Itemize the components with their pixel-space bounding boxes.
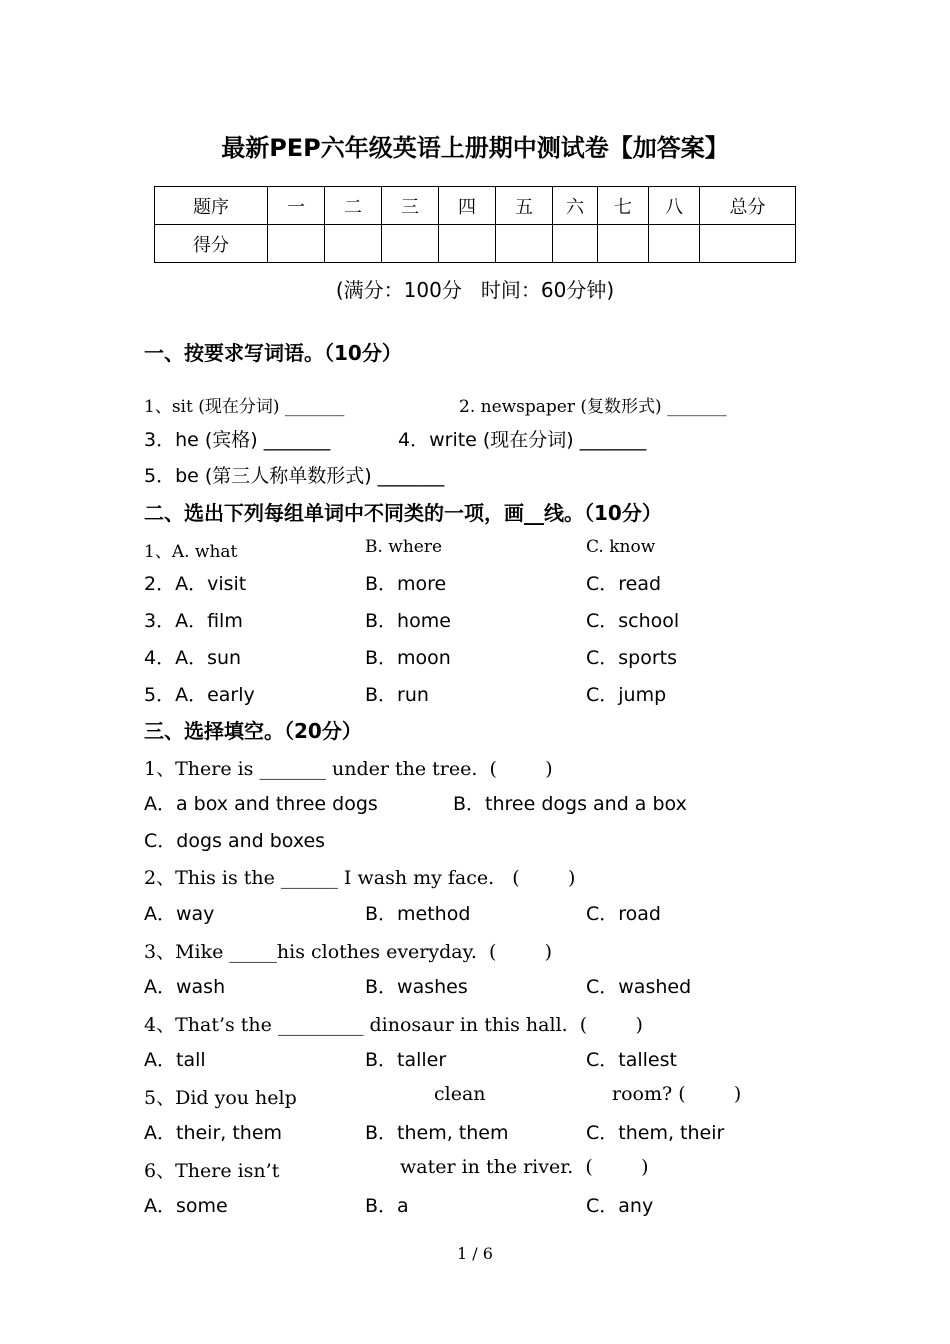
score-cell[interactable] xyxy=(700,225,796,263)
sec1-question-1: 1、sit (现在分词) _______ xyxy=(144,397,345,417)
score-table-score-row xyxy=(155,225,796,263)
sec1-question-3: 3．he (宾格) _______ xyxy=(144,429,331,451)
row-label-cell: 得分 xyxy=(155,225,268,263)
sec1-question-4: 4．write (现在分词) _______ xyxy=(398,429,647,451)
sec3-question-4: 4、That’s the _________ dinosaur in this hall. ( ) xyxy=(144,1014,643,1036)
sec3-q5-option-c: C．them, their xyxy=(586,1122,725,1144)
header-cell: 八 xyxy=(649,187,700,225)
sec3-q4-option-a: A．tall xyxy=(144,1049,206,1071)
sec3-q6-option-c: C．any xyxy=(586,1195,654,1217)
header-cell: 二 xyxy=(325,187,382,225)
sec2-row-3-option-c: C．school xyxy=(586,610,680,632)
header-cell: 总分 xyxy=(700,187,796,225)
header-cell: 四 xyxy=(439,187,496,225)
sec2-row-5-option-c: C．jump xyxy=(586,684,667,706)
sec3-q2-option-a: A．way xyxy=(144,903,215,925)
sec3-q1-option-c: C．dogs and boxes xyxy=(144,830,326,852)
sec2-row-4-option-c: C．sports xyxy=(586,647,678,669)
sec1-question-5: 5．be (第三人称单数形式) _______ xyxy=(144,465,445,487)
sec3-q4-option-c: C．tallest xyxy=(586,1049,677,1071)
sec2-row-1-option-c: C. know xyxy=(586,537,656,557)
sec3-question-1: 1、There is _______ under the tree. ( ) xyxy=(144,758,553,780)
score-table-header-row xyxy=(155,187,796,225)
sec3-q3-option-c: C．washed xyxy=(586,976,692,998)
sec3-q2-option-c: C．road xyxy=(586,903,661,925)
header-cell: 题序 xyxy=(155,187,268,225)
sec3-question-6-part-2: water in the river. ( ) xyxy=(400,1156,649,1178)
score-cell[interactable] xyxy=(325,225,382,263)
score-cell[interactable] xyxy=(439,225,496,263)
sec2-row-5-option-a: 5．A．early xyxy=(144,684,255,706)
sec3-q6-option-a: A．some xyxy=(144,1195,228,1217)
sec3-question-6-part-1: 6、There isn’t xyxy=(144,1160,280,1182)
sec2-row-1-option-b: B. where xyxy=(365,537,443,557)
score-cell[interactable] xyxy=(649,225,700,263)
score-cell[interactable] xyxy=(268,225,325,263)
page-title: 最新PEP六年级英语上册期中测试卷【加答案】 xyxy=(221,134,729,162)
score-cell[interactable] xyxy=(598,225,649,263)
exam-info: (满分：100分 时间：60分钟) xyxy=(335,278,615,302)
sec3-question-5-part-2: clean xyxy=(434,1083,486,1105)
sec3-question-5-part-1: 5、Did you help xyxy=(144,1087,297,1109)
sec3-q3-option-a: A．wash xyxy=(144,976,226,998)
header-cell: 六 xyxy=(553,187,598,225)
sec2-row-5-option-b: B．run xyxy=(365,684,429,706)
sec2-row-2-option-b: B．more xyxy=(365,573,447,595)
sec3-q6-option-b: B．a xyxy=(365,1195,409,1217)
section-1-heading: 一、按要求写词语。（10分） xyxy=(144,341,402,365)
score-cell[interactable] xyxy=(496,225,553,263)
page-number: 1 / 6 xyxy=(457,1244,493,1263)
sec3-q4-option-b: B．taller xyxy=(365,1049,447,1071)
score-cell[interactable] xyxy=(553,225,598,263)
sec3-q2-option-b: B．method xyxy=(365,903,471,925)
sec1-question-2: 2. newspaper (复数形式) _______ xyxy=(459,397,727,417)
sec2-row-2-option-c: C．read xyxy=(586,573,662,595)
score-table xyxy=(154,186,796,263)
section-2-heading: 二、选出下列每组单词中不同类的一项，画__线。（10分） xyxy=(144,501,662,525)
sec3-question-3: 3、Mike _____his clothes everyday. ( ) xyxy=(144,941,553,963)
header-cell: 五 xyxy=(496,187,553,225)
header-cell: 三 xyxy=(382,187,439,225)
sec2-row-1-option-a: 1、A. what xyxy=(144,542,238,562)
sec3-q5-option-b: B．them, them xyxy=(365,1122,509,1144)
sec3-q1-option-a: A．a box and three dogs xyxy=(144,793,378,815)
sec3-question-5-part-3: room? ( ) xyxy=(612,1083,742,1105)
header-cell: 一 xyxy=(268,187,325,225)
header-cell: 七 xyxy=(598,187,649,225)
sec2-row-4-option-a: 4．A．sun xyxy=(144,647,242,669)
sec3-q3-option-b: B．washes xyxy=(365,976,468,998)
sec3-q1-option-b: B．three dogs and a box xyxy=(453,793,687,815)
sec3-q5-option-a: A．their, them xyxy=(144,1122,283,1144)
sec3-question-2: 2、This is the ______ I wash my face. ( ) xyxy=(144,867,576,889)
sec2-row-3-option-b: B．home xyxy=(365,610,451,632)
sec2-row-3-option-a: 3．A．film xyxy=(144,610,243,632)
sec2-row-4-option-b: B．moon xyxy=(365,647,451,669)
section-3-heading: 三、选择填空。（20分） xyxy=(144,719,362,743)
score-cell[interactable] xyxy=(382,225,439,263)
sec2-row-2-option-a: 2．A．visit xyxy=(144,573,247,595)
